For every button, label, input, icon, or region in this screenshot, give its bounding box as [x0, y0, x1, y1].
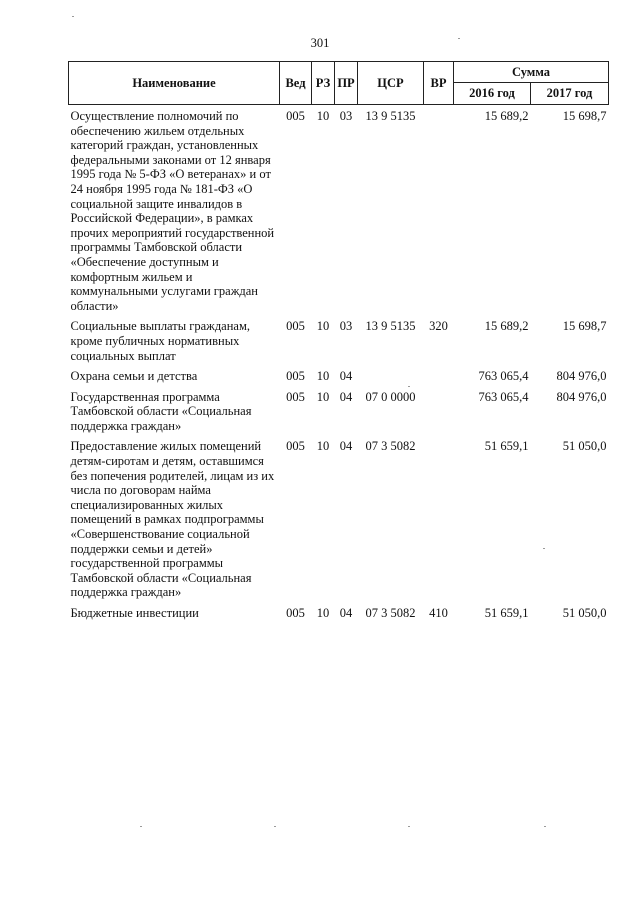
row-ved: 005	[286, 319, 305, 334]
header-pr: ПР	[335, 62, 358, 105]
scan-speck	[408, 826, 410, 827]
row-2016: 763 065,4	[478, 369, 529, 384]
row-ved: 005	[286, 389, 305, 404]
row-ved: 005	[286, 606, 305, 620]
scan-speck	[408, 386, 410, 387]
table-row	[69, 604, 609, 625]
table-row	[69, 105, 609, 318]
row-pr: 04	[339, 606, 353, 620]
table-row	[69, 388, 609, 438]
row-vr	[424, 388, 454, 438]
header-2016: 2016 год	[454, 83, 531, 105]
scan-speck	[543, 548, 545, 549]
row-pr: 04	[339, 389, 353, 404]
row-2016: 51 659,1	[484, 439, 529, 454]
row-csr	[358, 367, 424, 388]
row-vr: 410	[429, 606, 448, 620]
scan-speck	[72, 16, 74, 17]
row-2017: 15 698,7	[562, 319, 607, 334]
row-rz: 10	[316, 606, 330, 620]
scan-speck	[274, 826, 276, 827]
row-2017: 804 976,0	[556, 389, 607, 404]
row-2017: 15 698,7	[562, 109, 607, 123]
row-csr: 07 0 0000	[365, 389, 416, 404]
header-vr: ВР	[424, 62, 454, 105]
header-sum: Сумма	[454, 62, 609, 83]
scan-speck	[458, 38, 460, 39]
row-2016: 51 659,1	[484, 606, 529, 620]
scan-speck	[544, 826, 546, 827]
header-rz: РЗ	[312, 62, 335, 105]
row-vr	[424, 105, 454, 318]
row-vr	[424, 437, 454, 604]
row-pr: 04	[339, 439, 353, 454]
row-csr: 07 3 5082	[365, 606, 416, 620]
row-2017: 51 050,0	[562, 606, 607, 620]
page-number: 301	[310, 36, 330, 50]
table-row	[69, 437, 609, 604]
row-pr: 03	[339, 319, 353, 334]
row-vr	[424, 367, 454, 388]
header-2017: 2017 год	[531, 83, 609, 105]
row-2016: 15 689,2	[484, 319, 529, 334]
row-name: Предоставление жилых помещений детям-сиротам и детям, оставшимся без попечения родителей, лицам из их числа по договорам найма специализированных жилых помещений в рамках подпрограммы «Совершенствование социальной поддержки семьи и детей» государственной программы Тамбовской области «Социальная поддержка граждан»	[70, 439, 275, 600]
table-row	[69, 317, 609, 367]
row-rz: 10	[316, 319, 330, 334]
row-name: Социальные выплаты гражданам, кроме публичных нормативных социальных выплат	[70, 319, 251, 363]
row-ved: 005	[286, 109, 305, 123]
row-name: Осуществление полномочий по обеспечению жильем отдельных категорий граждан, установленных федеральными законами от 12 января 1995 года № 5-ФЗ «О ветеранах» и от 24 ноября 1995 года № 181-ФЗ «О социальной защите инвалидов в Российской Федерации», в рамках прочих мероприятий государственной программы Тамбовской области «Обеспечение доступным и комфортным жильем и коммунальными услугами граждан области»	[70, 109, 275, 313]
row-csr: 13 9 5135	[365, 319, 416, 334]
table-row	[69, 367, 609, 388]
table-body	[69, 105, 609, 625]
row-2016: 15 689,2	[484, 109, 529, 123]
row-csr: 07 3 5082	[365, 439, 416, 454]
row-rz: 10	[316, 439, 330, 454]
row-2016: 763 065,4	[478, 389, 529, 404]
row-ved: 005	[286, 369, 305, 384]
row-vr: 320	[429, 319, 448, 334]
row-name: Государственная программа Тамбовской области «Социальная поддержка граждан»	[70, 389, 252, 433]
row-pr: 04	[339, 369, 353, 384]
scan-speck	[140, 826, 142, 827]
header-csr: ЦСР	[358, 62, 424, 105]
row-pr: 03	[339, 109, 353, 123]
row-2017: 51 050,0	[562, 439, 607, 454]
row-rz: 10	[316, 369, 330, 384]
row-ved: 005	[286, 439, 305, 454]
header-name: Наименование	[69, 62, 280, 105]
row-rz: 10	[316, 389, 330, 404]
budget-table	[68, 61, 609, 625]
row-rz: 10	[316, 109, 330, 123]
row-csr: 13 9 5135	[365, 109, 416, 123]
row-2017: 804 976,0	[556, 369, 607, 384]
row-name: Бюджетные инвестиции	[70, 606, 199, 620]
header-ved: Вед	[280, 62, 312, 105]
row-name: Охрана семьи и детства	[70, 369, 198, 384]
